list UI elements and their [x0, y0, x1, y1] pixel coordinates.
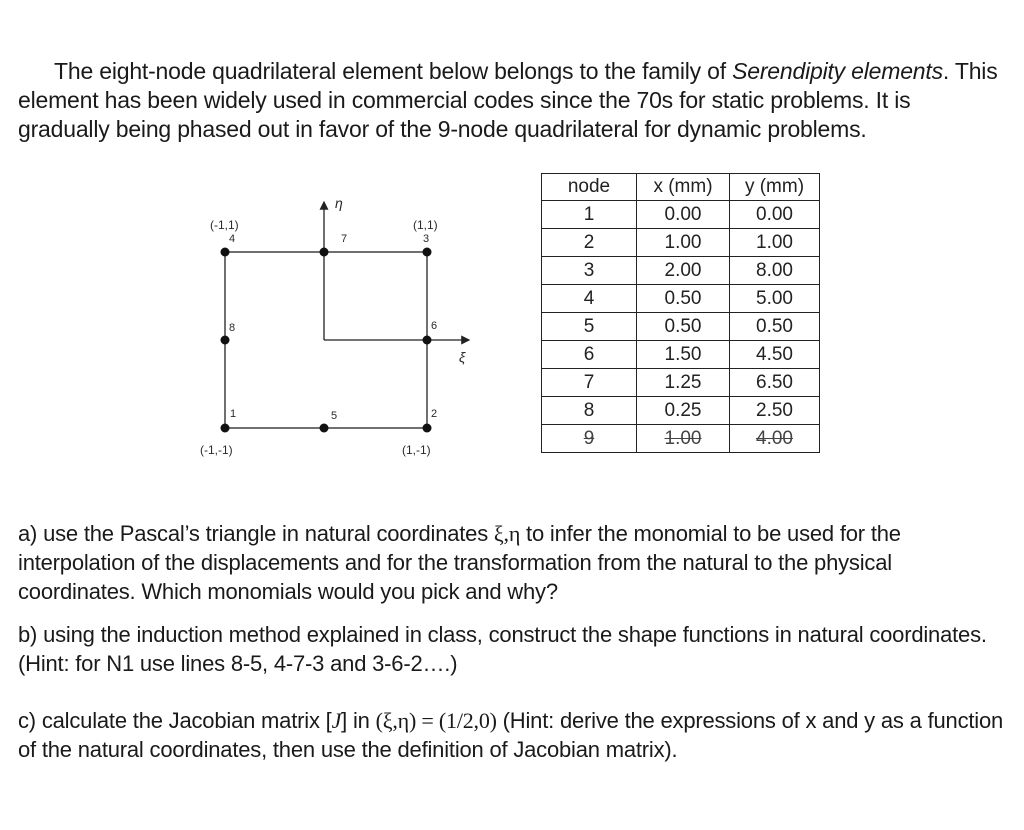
intro-text-1: The eight-node quadrilateral element below belongs to the family of [54, 58, 733, 84]
cell-x: 0.50 [637, 285, 730, 313]
intro-paragraph [18, 57, 1002, 144]
table-header-row [542, 174, 820, 201]
intro-emphasis: Serendipity elements [732, 58, 943, 84]
node-8-number: 8 [229, 322, 236, 334]
table-row [542, 201, 820, 229]
cell-node: 2 [542, 229, 637, 257]
node-1-marker [221, 424, 230, 433]
table-row [542, 341, 820, 369]
jacobian-symbol: J [331, 708, 342, 733]
cell-x [637, 425, 730, 453]
node-3-number: 3 [423, 233, 430, 245]
node-coordinates-table [541, 173, 820, 453]
question-c-text-3: (Hint: derive the expressions of x and y as a function of the natural coordinates, then use the definition of Jacobian matrix). [18, 708, 1004, 762]
cell-x: 1.50 [637, 341, 730, 369]
node-1-number: 1 [230, 408, 237, 420]
cell-x: 2.00 [637, 257, 730, 285]
header-x: x (mm) [637, 174, 730, 201]
node-5-number: 5 [331, 410, 338, 422]
header-node: node [542, 174, 637, 201]
cell-x: 0.00 [637, 201, 730, 229]
question-c [18, 706, 1008, 764]
question-c-math: (ξ,η) = (1/2,0) [375, 708, 497, 733]
cell-node: 6 [542, 341, 637, 369]
cell-y: 4.50 [730, 341, 820, 369]
node-2-marker [423, 424, 432, 433]
node-3-marker [423, 248, 432, 257]
node-7-number: 7 [341, 233, 348, 245]
cell-y: 6.50 [730, 369, 820, 397]
node-7-marker [320, 248, 329, 257]
question-c-text-2: ] in [341, 708, 376, 733]
table-row [542, 285, 820, 313]
struck-value: 9 [583, 427, 595, 449]
cell-y: 0.00 [730, 201, 820, 229]
node-4-number: 4 [229, 233, 236, 245]
question-a [18, 519, 1008, 606]
node-4-marker [221, 248, 230, 257]
node-6-number: 6 [431, 320, 438, 332]
node-2-number: 2 [431, 408, 438, 420]
cell-x: 1.25 [637, 369, 730, 397]
element-diagram-svg [195, 190, 485, 465]
question-a-text-1: a) use the Pascal’s triangle in natural coordinates [18, 521, 494, 546]
cell-y: 0.50 [730, 313, 820, 341]
table-row-struck [542, 425, 820, 453]
cell-node: 5 [542, 313, 637, 341]
cell-y: 2.50 [730, 397, 820, 425]
question-b: b) using the induction method explained in class, construct the shape functions in natural coordinates. (Hint: for N1 use lines 8-5, 4-7-3 and 3-6-2….) [18, 622, 987, 676]
cell-node: 3 [542, 257, 637, 285]
table-row [542, 369, 820, 397]
cell-y [730, 425, 820, 453]
struck-value: 1.00 [664, 427, 702, 449]
table-row [542, 257, 820, 285]
cell-node [542, 425, 637, 453]
corner-label-top-right: (1,1) [413, 218, 438, 232]
corner-label-bottom-left: (-1,-1) [200, 443, 233, 457]
intro-text-2: . This element has been widely used in commercial codes since the 70s for static problems. It is gradually being phased out in favor of the 9-node quadrilateral for dynamic problems. [18, 58, 998, 142]
node-5-marker [320, 424, 329, 433]
eta-label: η [335, 195, 343, 211]
cell-node: 8 [542, 397, 637, 425]
cell-y: 8.00 [730, 257, 820, 285]
table-row [542, 397, 820, 425]
xi-label: ξ [459, 349, 466, 365]
element-diagram [195, 190, 485, 465]
table-row [542, 313, 820, 341]
cell-y: 1.00 [730, 229, 820, 257]
corner-label-top-left: (-1,1) [210, 218, 239, 232]
node-6-marker [423, 336, 432, 345]
cell-x: 0.25 [637, 397, 730, 425]
corner-label-bottom-right: (1,-1) [402, 443, 431, 457]
header-y: y (mm) [730, 174, 820, 201]
cell-node: 7 [542, 369, 637, 397]
cell-node: 1 [542, 201, 637, 229]
cell-x: 0.50 [637, 313, 730, 341]
question-a-text-2: to infer the monomial to be used for the interpolation of the displacements and for the transformation from the natural to the physical coordinates. Which monomials would you pick and why? [18, 521, 901, 604]
question-c-text-1: c) calculate the Jacobian matrix [ [18, 708, 332, 733]
node-8-marker [221, 336, 230, 345]
struck-value: 4.00 [756, 427, 793, 449]
cell-x: 1.00 [637, 229, 730, 257]
cell-y: 5.00 [730, 285, 820, 313]
table-row [542, 229, 820, 257]
question-a-coords: ξ,η [493, 521, 521, 546]
cell-node: 4 [542, 285, 637, 313]
